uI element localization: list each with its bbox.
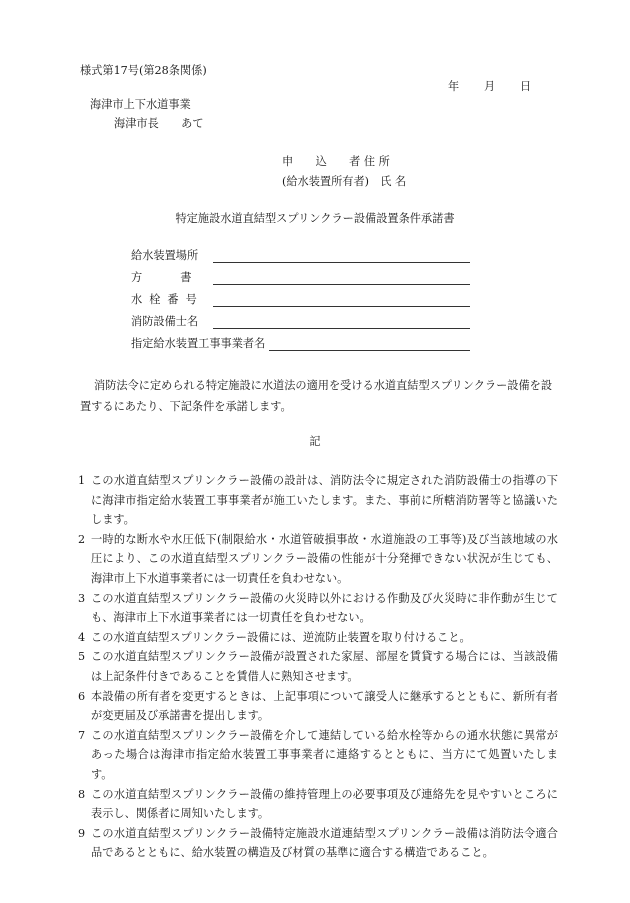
field-fire-engineer: [131, 315, 213, 331]
condition-item: [78, 824, 558, 863]
condition-text: この水道直結型スプリンクラー設備の維持管理上の必要事項及び連絡先を見やすいところに表示し、関係者に周知いたします。: [91, 787, 558, 821]
field-label: 給水装置場所: [131, 249, 199, 262]
field-blank-line[interactable]: [213, 328, 470, 329]
date-day: 日: [520, 80, 532, 93]
condition-number: 5: [78, 650, 86, 664]
condition-number: 1: [78, 474, 86, 487]
condition-text: この水道直結型スプリンクラー設備の火災時以外における作動及び火災時に非作動が生じても、海津市上下水道事業者には一切責任を負わせない。: [91, 591, 558, 625]
applicant-name-label: (給水装置所有者) 氏 名: [282, 175, 407, 188]
form-number: 様式第17号(第28条関係): [80, 64, 207, 77]
condition-item: [78, 471, 558, 530]
condition-number: 9: [78, 826, 86, 840]
ki-heading: 記: [309, 435, 321, 448]
condition-number: 2: [78, 532, 86, 546]
condition-item: [78, 628, 558, 648]
document-title: 特定施設水道直結型スプリンクラー設備設置条件承諾書: [175, 212, 455, 225]
condition-item: [78, 687, 558, 726]
field-tap-number: [131, 293, 213, 309]
condition-text: この水道直結型スプリンクラー設備が設置された家屋、部屋を賃貸する場合には、当該設備は上記条件付きであることを賃借人に熟知させます。: [91, 650, 558, 683]
condition-item: [78, 785, 558, 824]
field-blank-line[interactable]: [213, 262, 470, 263]
field-katagaki: [131, 271, 230, 287]
condition-number: 6: [78, 689, 86, 703]
field-blank-line[interactable]: [269, 350, 470, 351]
condition-text: 一時的な断水や水圧低下(制限給水・水道管破損事故・水道施設の工事等)及び当該地域の水圧により、この水道直結型スプリンクラー設備の性能が十分発揮できない状況が生じても、海津市上下水道事業者には一切責任を負わせない。: [91, 532, 558, 585]
field-blank-line[interactable]: [213, 284, 470, 285]
condition-text: この水道直結型スプリンクラー設備特定施設水道連結型スプリンクラー設備は消防法令適合品であるとともに、給水装置の構造及び材質の基準に適合する構造であること。: [91, 826, 558, 860]
condition-number: 7: [78, 728, 86, 742]
condition-text: この水道直結型スプリンクラー設備の設計は、消防法令に規定された消防設備士の指導の下に海津市指定給水装置工事事業者が施工いたします。また、事前に所轄消防署等と協議いたします。: [91, 474, 558, 527]
field-blank-line[interactable]: [213, 306, 470, 307]
condition-item: [78, 530, 558, 589]
condition-text: この水道直結型スプリンクラー設備を介して連結している給水栓等からの通水状態に異常があった場合は海津市指定給水装置工事事業者に連絡するとともに、当方にて処置いたします。: [91, 728, 558, 781]
addressee-name: 海津市長 あて: [114, 117, 204, 130]
addressee-org: 海津市上下水道事業: [90, 98, 191, 111]
condition-number: 3: [78, 591, 86, 605]
field-contractor: [131, 337, 265, 353]
field-label: 消防設備士名: [131, 315, 199, 328]
condition-text: この水道直結型スプリンクラー設備には、逆流防止装置を取り付けること。: [91, 630, 471, 644]
condition-text: 本設備の所有者を変更するときは、上記事項について譲受人に継承するとともに、新所有者が変更届及び承諾書を提出します。: [91, 689, 558, 723]
field-label: 方書: [131, 271, 230, 284]
conditions-list: [78, 471, 558, 863]
field-label: 指定給水装置工事事業者名: [131, 337, 266, 350]
field-supply-location: [131, 249, 213, 265]
condition-number: 8: [78, 787, 86, 801]
condition-item: [78, 647, 558, 686]
condition-item: [78, 589, 558, 628]
date-line: [448, 80, 531, 94]
date-year: 年: [448, 80, 460, 93]
field-label: 水栓番号: [131, 293, 204, 306]
intro-paragraph: 消防法令に定められる特定施設に水道法の適用を受ける水道直結型スプリンクラー設備を設置するにあたり、下記条件を承諾します。: [80, 379, 553, 413]
date-month: 月: [484, 80, 496, 93]
condition-number: 4: [78, 630, 86, 644]
applicant-address-label: 申 込 者 住 所: [282, 155, 390, 168]
condition-item: [78, 726, 558, 785]
